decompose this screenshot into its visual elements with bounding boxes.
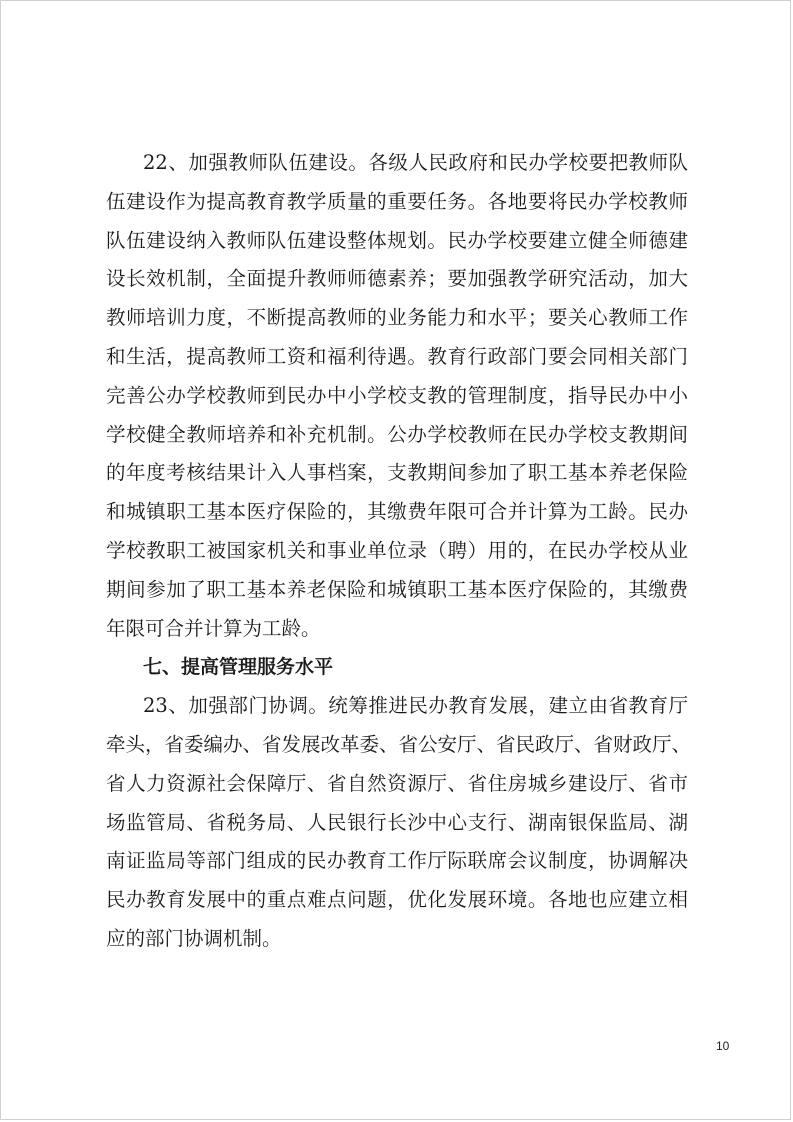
text-line: 民办教育发展中的重点难点问题，优化发展环境。各地也应建立相 [106,888,688,912]
page-number: 10 [716,1039,730,1053]
document-body [106,144,692,959]
text-line: 22、加强教师队伍建设。各级人民政府和民办学校要把教师队 [143,151,688,174]
text-line: 23、加强部门协调。统筹推进民办教育发展，建立由省教育厅 [143,694,688,718]
text-line: 队伍建设纳入教师队伍建设整体规划。民办学校要建立健全师德建 [106,228,688,252]
text-line: 南证监局等部门组成的民办教育工作厅际联席会议制度，协调解决 [106,849,688,873]
text-line: 期间参加了职工基本养老保险和城镇职工基本医疗保险的，其缴费 [106,577,688,601]
text-line: 教师培训力度，不断提高教师的业务能力和水平；要关心教师工作 [106,306,688,330]
text-line: 应的部门协调机制。 [106,926,282,950]
text-line: 学校健全教师培养和补充机制。公办学校教师在民办学校支教期间 [106,422,688,446]
paragraph-22 [106,144,688,648]
text-line: 学校教职工被国家机关和事业单位录（聘）用的，在民办学校从业 [106,538,688,562]
section-heading: 七、提高管理服务水平 [143,656,334,679]
text-line: 场监管局、省税务局、人民银行长沙中心支行、湖南银保监局、湖 [106,810,688,834]
text-line: 牵头，省委编办、省发展改革委、省公安厅、省民政厅、省财政厅、 [106,732,692,756]
text-line: 和生活，提高教师工资和福利待遇。教育行政部门要会同相关部门 [106,344,688,368]
text-line: 和城镇职工基本医疗保险的，其缴费年限可合并计算为工龄。民办 [106,500,688,524]
text-line: 年限可合并计算为工龄。 [106,616,321,640]
text-line: 的年度考核结果计入人事档案，支教期间参加了职工基本养老保险 [106,461,688,485]
paragraph-23 [106,687,692,959]
text-line: 完善公办学校教师到民办中小学校支教的管理制度，指导民办中小 [106,383,688,407]
text-line: 省人力资源社会保障厅、省自然资源厅、省住房城乡建设厅、省市 [106,771,688,795]
text-line: 伍建设作为提高教育教学质量的重要任务。各地要将民办学校教师 [106,189,688,213]
text-line: 设长效机制，全面提升教师师德素养；要加强教学研究活动，加大 [106,267,688,291]
